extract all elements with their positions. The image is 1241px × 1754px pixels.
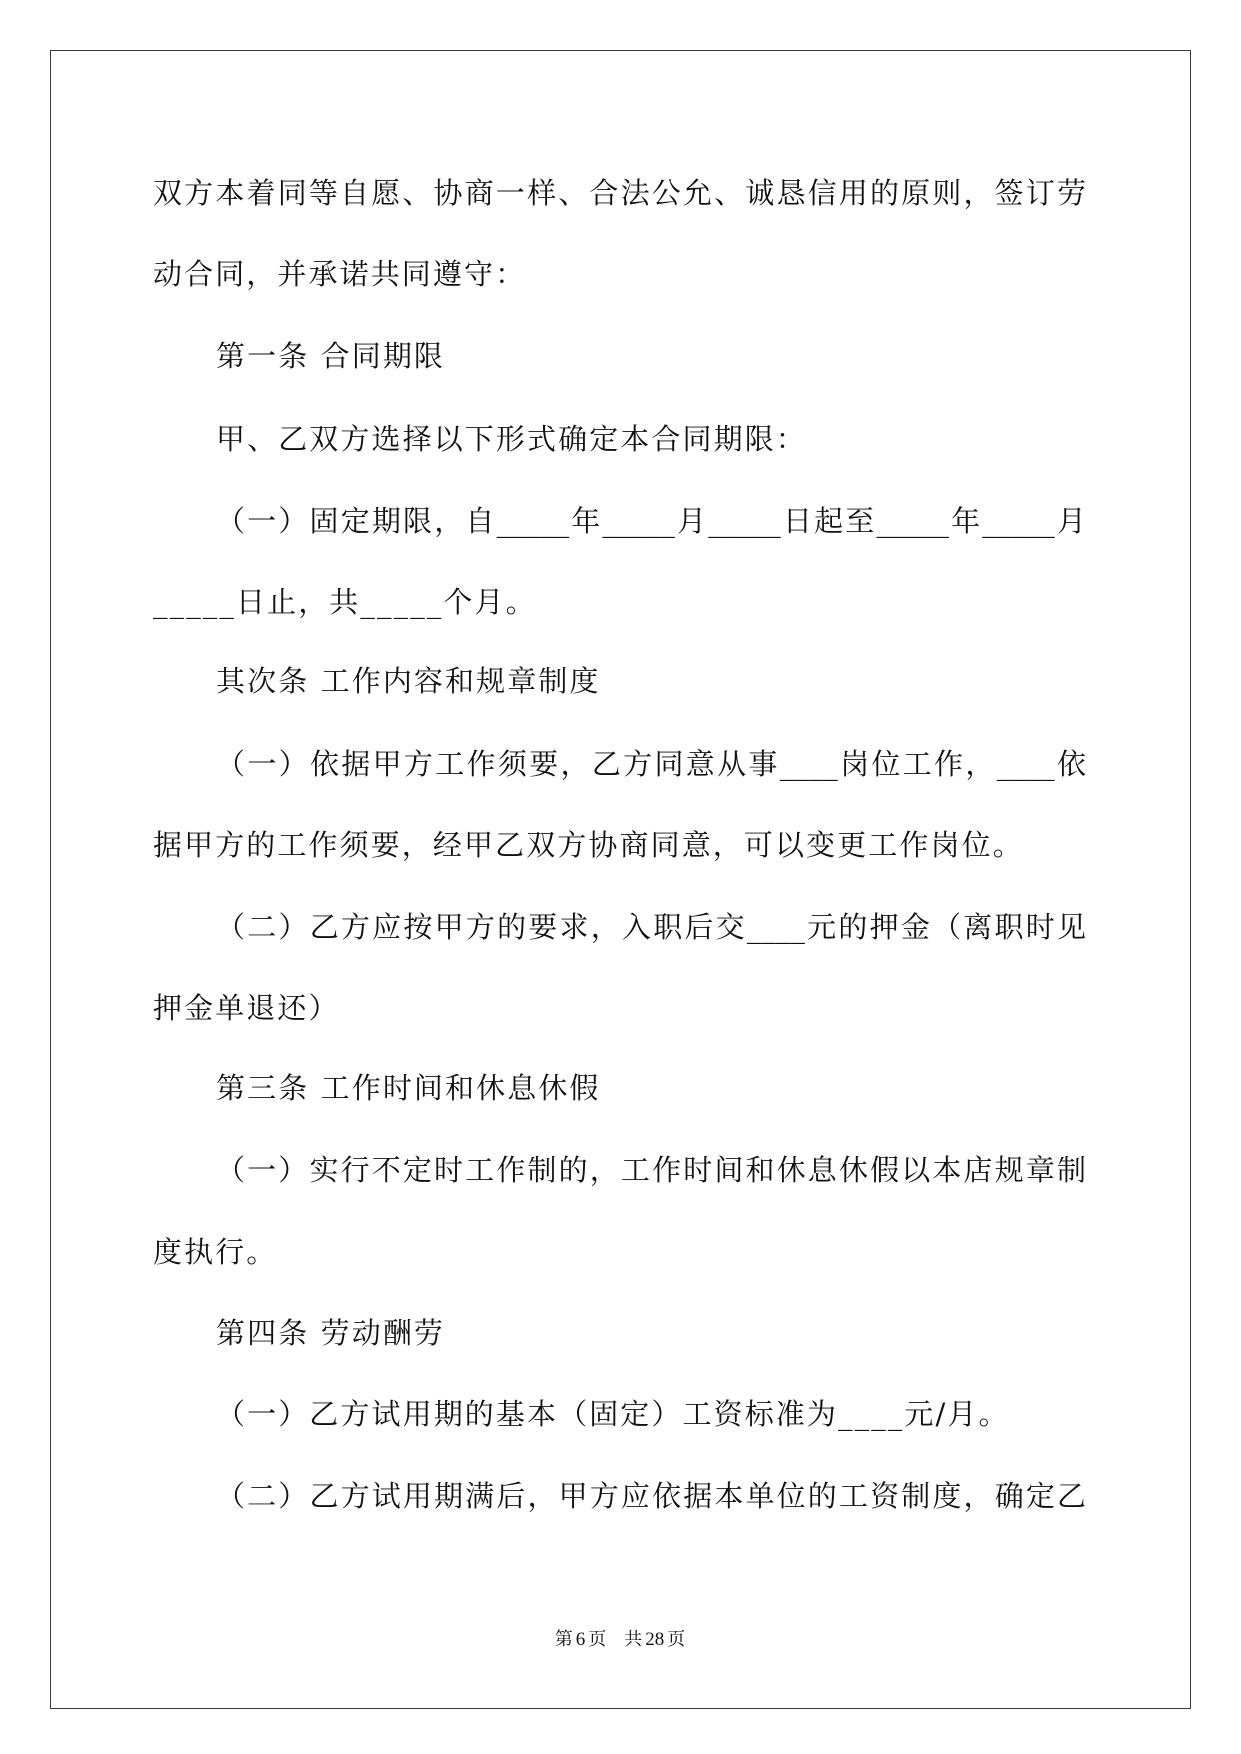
paragraph-line: （二）乙方应按甲方的要求，入职后交____元的押金（离职时见 [216,910,1086,944]
current-page-number: 6 [575,1629,586,1650]
page-border [50,50,1191,1709]
footer-middle: 页 共 [588,1629,643,1650]
paragraph-line: 度执行。 [153,1235,278,1269]
section-heading: 其次条 工作内容和规章制度 [216,664,601,698]
paragraph-line: （二）乙方试用期满后，甲方应依据本单位的工资制度，确定乙 [216,1479,1086,1513]
paragraph-line: （一）乙方试用期的基本（固定）工资标准为____元/月。 [216,1397,1010,1431]
paragraph-line: 甲、乙双方选择以下形式确定本合同期限： [216,422,807,456]
footer-prefix: 第 [554,1629,573,1650]
section-heading: 第三条 工作时间和休息休假 [216,1071,601,1105]
section-heading: 第四条 劳动酬劳 [216,1316,446,1350]
section-heading: 第一条 合同期限 [216,339,446,373]
total-page-count: 28 [645,1629,665,1650]
paragraph-line: （一）实行不定时工作制的，工作时间和休息休假以本店规章制 [216,1153,1086,1187]
footer-suffix: 页 [667,1629,686,1650]
paragraph-line: 双方本着同等自愿、协商一样、合法公允、诚恳信用的原则，签订劳 [153,176,1086,210]
paragraph-line: 押金单退还） [153,991,340,1025]
page-footer [420,1628,820,1652]
paragraph-line: 动合同，并承诺共同遵守： [153,257,527,291]
paragraph-line: 据甲方的工作须要，经甲乙双方协商同意，可以变更工作岗位。 [153,828,1024,862]
paragraph-line: （一）依据甲方工作须要，乙方同意从事____岗位工作，____依 [216,747,1086,781]
paragraph-line: _____日止，共_____个月。 [153,585,537,619]
paragraph-line: （一）固定期限，自_____年_____月_____日起至_____年_____月 [216,504,1086,538]
